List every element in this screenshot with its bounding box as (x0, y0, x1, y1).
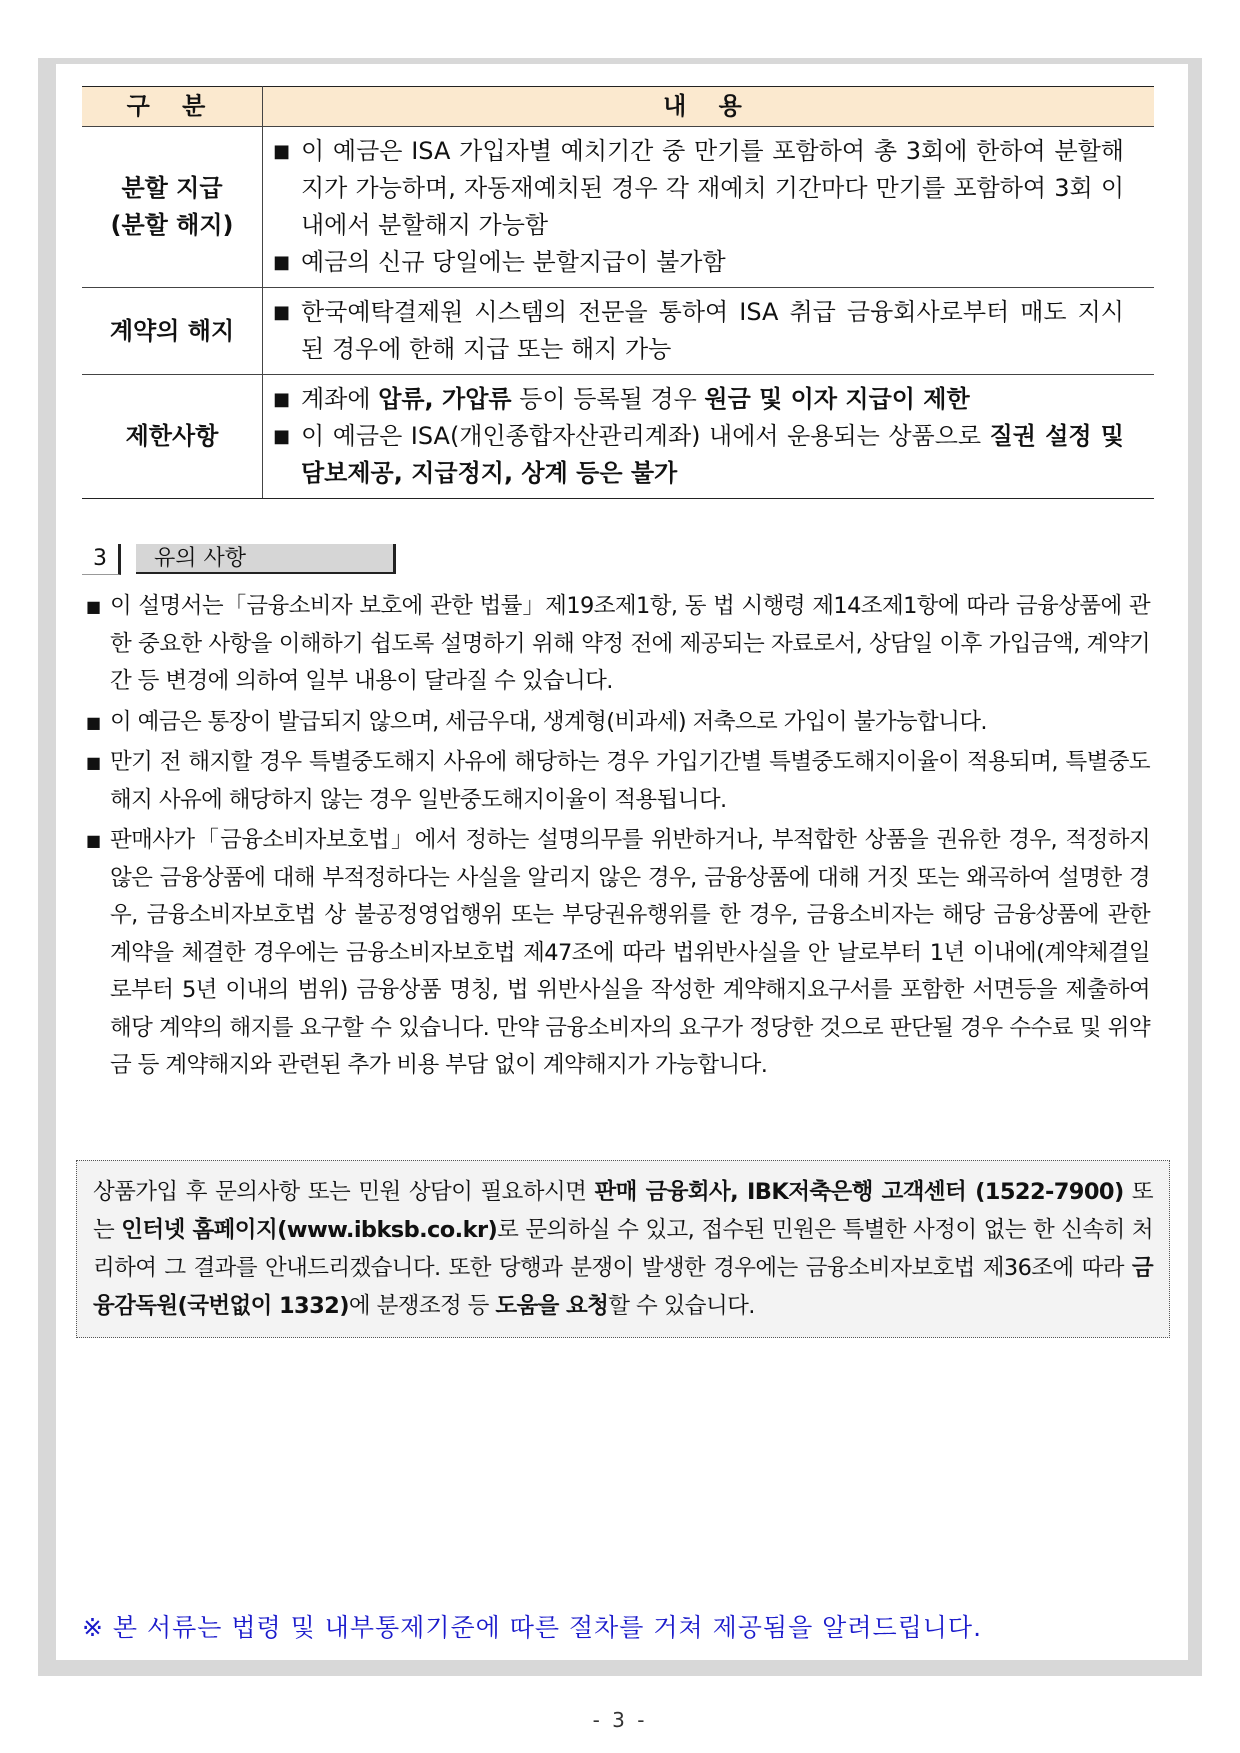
row-label-line: (분할 해지) (110, 211, 234, 239)
row-label-line: 분할 지급 (121, 174, 223, 202)
compliance-notice: ※ 본 서류는 법령 및 내부통제기준에 따른 절차를 거쳐 제공됨을 알려드립니다. (82, 1613, 983, 1642)
bullet-square-icon: ■ (273, 389, 291, 410)
contact-text: 상품가입 후 문의사항 또는 민원 상담이 필요하시면 (93, 1179, 595, 1205)
note-text: 이 예금은 통장이 발급되지 않으며, 세금우대, 생계형(비과세) 저축으로 가입이 불가능합니다. (110, 708, 987, 735)
bullet-square-icon: ■ (86, 712, 101, 732)
bullet-square-icon: ■ (273, 141, 291, 162)
bullet-square-icon: ■ (86, 753, 101, 772)
help-request: 도움을 요청 (495, 1293, 609, 1319)
list-item (86, 704, 1150, 742)
bullet-square-icon: ■ (273, 302, 291, 323)
contact-text: 할 수 있습니다. (608, 1293, 755, 1319)
list-item (86, 744, 1150, 819)
table-row (82, 375, 1154, 499)
row-content (263, 288, 1155, 375)
item-text: 한국예탁결제원 시스템의 전문을 통하여 ISA 취급 금융회사로부터 매도 지시 된 경우에 한해 지급 또는 해지 가능 (301, 298, 1124, 363)
list-item (273, 294, 1124, 368)
item-text: 계좌에 압류, 가압류 등이 등록될 경우 원금 및 이자 지급이 제한 (301, 385, 970, 413)
document-sheet (56, 64, 1188, 1660)
contact-text: 에 분쟁조정 등 (348, 1293, 496, 1319)
bullet-square-icon: ■ (273, 252, 291, 273)
item-text: 이 예금은 ISA 가입자별 예치기간 중 만기를 포함하여 총 3회에 한하여 분할해지가 가능하며, 자동재예치된 경우 각 재예치 기간마다 만기를 포함하여 3회 이내에서 분할해지 가능함 (301, 137, 1124, 239)
section-title: 유의 사항 (136, 544, 396, 574)
table-row (82, 288, 1154, 375)
terms-table (82, 86, 1154, 499)
list-item (273, 244, 1124, 281)
contact-center: 판매 금융회사, IBK저축은행 고객센터 (1522-7900) (594, 1179, 1124, 1205)
row-label: 제한사항 (82, 375, 263, 499)
fss-contact: 금융감독원(국번없이 1332) (93, 1255, 1153, 1319)
page-frame (38, 58, 1202, 1676)
list-item (86, 822, 1150, 1085)
list-item (273, 133, 1124, 244)
header-category: 구 분 (82, 87, 263, 127)
table-header-row (82, 87, 1154, 127)
page-number: - 3 - (592, 1708, 648, 1732)
section-number: 3 (82, 544, 121, 575)
note-text: 만기 전 해지할 경우 특별중도해지 사유에 해당하는 경우 가입기간별 특별중도해지이율이 적용되며, 특별중도해지 사유에 해당하지 않는 경우 일반중도해지이율이 적용됩니다. (110, 749, 1150, 813)
note-text: 이 설명서는「금융소비자 보호에 관한 법률」제19조제1항, 동 법 시행령 제14조제1항에 따라 금융상품에 관한 중요한 사항을 이해하기 쉽도록 설명하기 위해 약정 전에 제공되는 자료로서, 상담일 이후 가입금액, 계약기간 등 변경에 의하여 일부 내용이 달라질 수 있습니다. (110, 593, 1150, 694)
row-label: 계약의 해지 (82, 288, 263, 375)
contact-text: 또는 (93, 1179, 1154, 1243)
bullet-square-icon: ■ (86, 831, 101, 850)
bullet-square-icon: ■ (86, 597, 101, 616)
table-row (82, 127, 1154, 288)
homepage-link: 인터넷 홈페이지(www.ibksb.co.kr) (121, 1217, 498, 1243)
list-item (273, 381, 1124, 418)
row-content (263, 375, 1155, 499)
item-text: 예금의 신규 당일에는 분할지급이 불가함 (301, 248, 726, 276)
row-content (263, 127, 1155, 288)
contact-info-box (76, 1160, 1170, 1338)
list-item (273, 418, 1124, 492)
note-text: 판매사가「금융소비자보호법」에서 정하는 설명의무를 위반하거나, 부적합한 상품을 권유한 경우, 적정하지 않은 금융상품에 대해 부적정하다는 사실을 알리지 않은 경우, 금융상품에 대해 거짓 또는 왜곡하여 설명한 경우, 금융소비자보호법 상 불공정영업행위 또는 부당권유행위를 한 경우, 금융소비자는 해당 금융상품에 관한 계약을 체결한 경우에는 금융소비자보호법 제47조에 따라 법위반사실을 안 날로부터 1년 이내에(계약체결일로부터 5년 이내의 범위) 금융상품 명칭, 법 위반사실을 작성한 계약해지요구서를 포함한 서면등을 제출하여 해당 계약의 해지를 요구할 수 있습니다. 만약 금융소비자의 요구가 정당한 것으로 판단될 경우 수수료 및 위약금 등 계약해지와 관련된 추가 비용 부담 없이 계약해지가 가능합니다. (110, 827, 1150, 1078)
row-label (82, 127, 263, 288)
item-text: 이 예금은 ISA(개인종합자산관리계좌) 내에서 운용되는 상품으로 질권 설정 및 담보제공, 지급정지, 상계 등은 불가 (301, 422, 1124, 487)
header-content: 내 용 (263, 87, 1155, 127)
list-item (86, 588, 1150, 701)
notes-list (86, 588, 1150, 1088)
bullet-square-icon: ■ (273, 426, 291, 447)
contact-text: 로 문의하실 수 있고, 접수된 민원은 특별한 사정이 없는 한 신속히 처리하여 그 결과를 안내드리겠습니다. 또한 당행과 분쟁이 발생한 경우에는 금융소비자보호법 제36조에 따라 (93, 1217, 1153, 1281)
